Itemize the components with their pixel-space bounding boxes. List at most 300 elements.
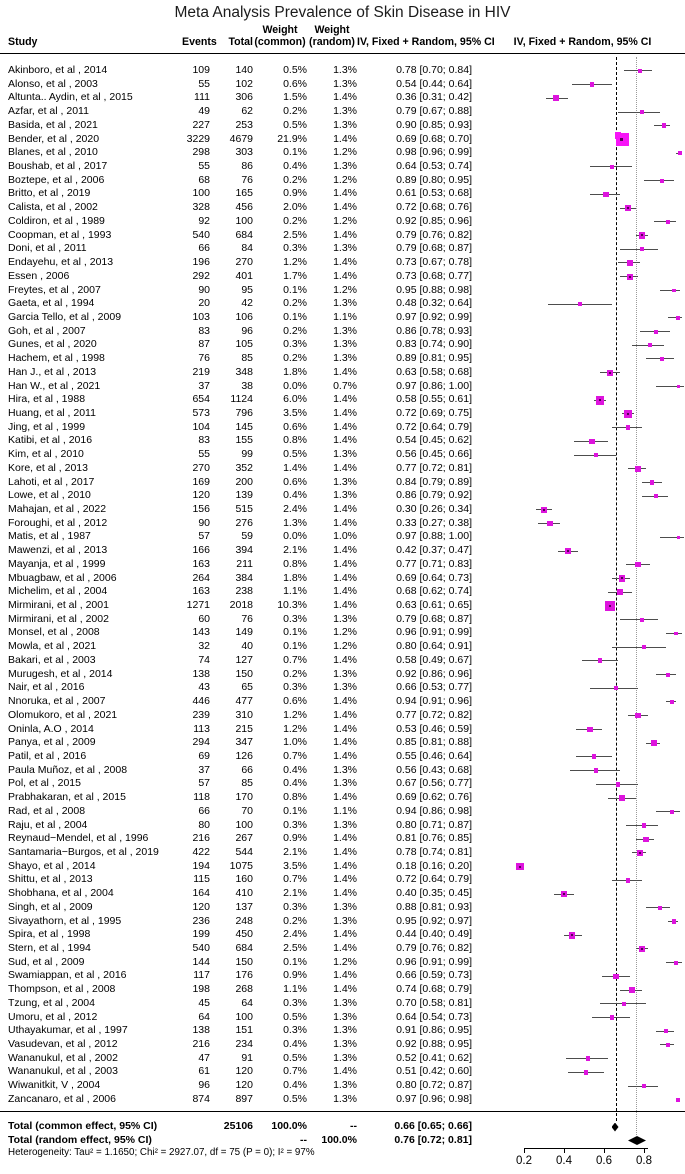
events-value: 57 xyxy=(198,777,210,790)
total-value: 165 xyxy=(235,187,253,200)
weight-random-value: 1.4% xyxy=(333,228,357,241)
events-value: 96 xyxy=(198,1079,210,1092)
ci-line xyxy=(624,70,652,71)
events-value: 540 xyxy=(192,228,210,241)
total-value: 120 xyxy=(235,1065,253,1078)
weight-random-value: 1.3% xyxy=(333,1038,357,1051)
ci-text-value: 0.72 [0.69; 0.75] xyxy=(396,406,472,419)
total-value: 303 xyxy=(235,146,253,159)
events-value: 270 xyxy=(192,461,210,474)
effect-square xyxy=(625,205,631,211)
study-name: Uthayakumar, et al , 1997 xyxy=(8,1024,128,1037)
table-row xyxy=(0,805,477,819)
events-value: 43 xyxy=(198,681,210,694)
col-header-weight-common: Weight (common) xyxy=(254,24,306,48)
events-value: 446 xyxy=(192,695,210,708)
weight-random-value: 1.4% xyxy=(333,132,357,145)
ci-text-value: 0.52 [0.41; 0.62] xyxy=(396,1051,472,1064)
ci-text-value: 0.96 [0.91; 0.99] xyxy=(396,626,472,639)
table-row xyxy=(0,1093,477,1107)
ci-text-value: 0.83 [0.74; 0.90] xyxy=(396,338,472,351)
effect-square xyxy=(587,727,593,733)
weight-common-value: 0.2% xyxy=(283,352,307,365)
total-value: 150 xyxy=(235,667,253,680)
study-name: Mawenzi, et al , 2013 xyxy=(8,544,108,557)
weight-random-value: 1.1% xyxy=(333,310,357,323)
weight-random-value: 1.3% xyxy=(333,1051,357,1064)
weight-common-value: 0.4% xyxy=(283,1038,307,1051)
events-value: 216 xyxy=(192,1038,210,1051)
ci-text-value: 0.81 [0.76; 0.85] xyxy=(396,832,472,845)
ci-text-value: 0.61 [0.53; 0.68] xyxy=(396,187,472,200)
table-row xyxy=(0,599,477,613)
events-value: 328 xyxy=(192,201,210,214)
table-row xyxy=(0,832,477,846)
weight-random-value: 1.4% xyxy=(333,749,357,762)
total-value: 76 xyxy=(241,173,253,186)
weight-random-value: 1.4% xyxy=(333,887,357,900)
weight-common-value: 0.5% xyxy=(283,1092,307,1105)
ci-text-value: 0.77 [0.72; 0.82] xyxy=(396,708,472,721)
effect-square xyxy=(648,343,652,347)
table-row xyxy=(0,654,477,668)
ci-line xyxy=(576,729,602,730)
ci-text-value: 0.54 [0.44; 0.64] xyxy=(396,77,472,90)
weight-random-value: 1.3% xyxy=(333,612,357,625)
effect-square xyxy=(626,425,631,430)
weight-random-value: 1.4% xyxy=(333,406,357,419)
events-value: 90 xyxy=(198,516,210,529)
table-row xyxy=(0,489,477,503)
ci-text-value: 0.56 [0.43; 0.68] xyxy=(396,763,472,776)
weight-random-value: 1.3% xyxy=(333,324,357,337)
weight-random-value: 1.4% xyxy=(333,969,357,982)
study-name: Mirmirani, et al , 2001 xyxy=(8,599,109,612)
ci-line xyxy=(618,112,660,113)
study-name: Kim, et al , 2010 xyxy=(8,448,84,461)
effect-square xyxy=(670,810,674,814)
effect-square xyxy=(635,466,641,472)
effect-square xyxy=(629,987,634,992)
total-value: 120 xyxy=(235,1079,253,1092)
study-name: Mirmirani, et al , 2002 xyxy=(8,612,109,625)
total-value: 100 xyxy=(235,818,253,831)
weight-random-value: 1.2% xyxy=(333,173,357,186)
total-value: 64 xyxy=(241,996,253,1009)
effect-square xyxy=(642,645,646,649)
weight-random-value: 1.2% xyxy=(333,955,357,968)
effect-square-center xyxy=(627,207,629,209)
ci-text-value: 0.58 [0.49; 0.67] xyxy=(396,653,472,666)
events-value: 20 xyxy=(198,297,210,310)
weight-common-value: 0.2% xyxy=(283,105,307,118)
table-row xyxy=(0,640,477,654)
study-name: Kore, et al , 2013 xyxy=(8,461,88,474)
table-row xyxy=(0,1079,477,1093)
effect-square-center xyxy=(620,138,623,141)
study-name: Singh, et al , 2009 xyxy=(8,900,93,913)
weight-common-value: 2.0% xyxy=(283,201,307,214)
total-value: 450 xyxy=(235,928,253,941)
weight-random-value: 1.4% xyxy=(333,791,357,804)
events-value: 80 xyxy=(198,818,210,831)
total-value: 310 xyxy=(235,708,253,721)
weight-random-value: 1.3% xyxy=(333,900,357,913)
weight-random-value: 1.3% xyxy=(333,1079,357,1092)
total-value: 84 xyxy=(241,242,253,255)
events-value: 143 xyxy=(192,626,210,639)
ci-line xyxy=(642,482,662,483)
events-value: 1271 xyxy=(186,599,210,612)
effect-square xyxy=(619,575,625,581)
events-value: 55 xyxy=(198,77,210,90)
table-row xyxy=(0,558,477,572)
effect-square xyxy=(640,247,644,251)
ci-text-value: 0.67 [0.56; 0.77] xyxy=(396,777,472,790)
col-header-events: Events xyxy=(182,36,217,48)
effect-square xyxy=(666,220,670,224)
weight-random-value: 1.2% xyxy=(333,640,357,653)
x-axis-tick xyxy=(524,1148,525,1153)
effect-square-center xyxy=(609,605,611,607)
weight-common-value: 2.1% xyxy=(283,544,307,557)
total-value: 253 xyxy=(235,118,253,131)
ci-text-value: 0.63 [0.61; 0.65] xyxy=(396,599,472,612)
study-name: Foroughi, et al , 2012 xyxy=(8,516,108,529)
weight-random-value: 1.4% xyxy=(333,393,357,406)
ci-text-value: 0.55 [0.46; 0.64] xyxy=(396,749,472,762)
total-value: 65 xyxy=(241,681,253,694)
ci-line xyxy=(536,509,552,510)
totals-section xyxy=(0,1120,477,1147)
total-value: 897 xyxy=(235,1092,253,1105)
total-value: 394 xyxy=(235,544,253,557)
events-value: 874 xyxy=(192,1092,210,1105)
weight-common-value: 0.1% xyxy=(283,283,307,296)
weight-common-value: 0.3% xyxy=(283,242,307,255)
effect-square xyxy=(627,274,633,280)
weight-common-value: 0.1% xyxy=(283,955,307,968)
weight-common-value: 0.3% xyxy=(283,818,307,831)
weight-random-value: 1.3% xyxy=(333,681,357,694)
weight-common-value: 0.0% xyxy=(283,379,307,392)
effect-square xyxy=(590,82,595,87)
study-name: Patil, et al , 2016 xyxy=(8,749,87,762)
weight-random-value: 1.4% xyxy=(333,544,357,557)
events-value: 113 xyxy=(193,722,210,735)
ci-line xyxy=(620,249,658,250)
total-common-ci: 0.66 [0.65; 0.66] xyxy=(394,1120,472,1132)
weight-random-value: 0.7% xyxy=(333,379,357,392)
total-value: 238 xyxy=(235,585,253,598)
events-value: 83 xyxy=(198,324,210,337)
weight-common-value: 1.4% xyxy=(283,461,307,474)
x-axis-tick xyxy=(604,1148,605,1153)
col-header-study: Study xyxy=(8,36,38,48)
events-value: 117 xyxy=(193,969,210,982)
total-value: 515 xyxy=(235,503,253,515)
ci-line xyxy=(668,317,682,318)
ci-line xyxy=(538,523,560,524)
total-value: 4679 xyxy=(229,132,253,145)
weight-random-value: 1.4% xyxy=(333,201,357,214)
ci-line xyxy=(602,976,630,977)
study-name: Monsel, et al , 2008 xyxy=(8,626,100,639)
ci-line xyxy=(612,578,630,579)
weight-common-value: 0.4% xyxy=(283,763,307,776)
events-value: 104 xyxy=(192,420,210,433)
weight-random-value: 1.3% xyxy=(333,1092,357,1105)
effect-square xyxy=(607,370,613,376)
effect-square xyxy=(654,494,658,498)
events-value: 164 xyxy=(192,887,210,900)
ci-line xyxy=(646,358,674,359)
study-name: Bakari, et al , 2003 xyxy=(8,653,96,666)
total-random-row xyxy=(0,1134,477,1148)
ci-line xyxy=(666,701,676,702)
weight-common-value: 0.9% xyxy=(283,832,307,845)
weight-common-value: 0.1% xyxy=(283,640,307,653)
total-value: 150 xyxy=(235,955,253,968)
study-name: Alonso, et al , 2003 xyxy=(8,77,98,90)
study-name: Tzung, et al , 2004 xyxy=(8,996,95,1009)
ci-text-value: 0.64 [0.54; 0.73] xyxy=(396,1010,472,1023)
total-value: 410 xyxy=(235,887,253,900)
total-value: 268 xyxy=(235,983,253,996)
study-name: Britto, et al , 2019 xyxy=(8,187,91,200)
study-name: Mowla, et al , 2021 xyxy=(8,640,97,653)
events-value: 654 xyxy=(192,393,210,406)
weight-random-value: 1.2% xyxy=(333,146,357,159)
weight-common-value: 1.3% xyxy=(283,516,307,529)
events-value: 199 xyxy=(192,928,210,941)
effect-square xyxy=(613,974,618,979)
x-axis-line xyxy=(524,1148,648,1149)
ci-line xyxy=(576,756,612,757)
events-value: 292 xyxy=(192,269,210,282)
total-value: 127 xyxy=(235,653,253,666)
total-value: 100 xyxy=(235,214,253,227)
study-name: Swamiappan, et al , 2016 xyxy=(8,969,127,982)
ci-text-value: 0.97 [0.92; 0.99] xyxy=(396,310,472,323)
weight-common-value: 3.5% xyxy=(283,406,307,419)
total-common-label: Total (common effect, 95% CI) xyxy=(8,1120,158,1132)
total-common-wr: -- xyxy=(350,1120,357,1132)
ci-line xyxy=(606,605,614,606)
weight-random-value: 1.2% xyxy=(333,626,357,639)
ci-line xyxy=(608,592,632,593)
effect-square xyxy=(677,536,680,539)
weight-common-value: 3.5% xyxy=(283,859,307,872)
events-value: 156 xyxy=(192,503,210,515)
effect-square xyxy=(619,795,624,800)
weight-common-value: 0.3% xyxy=(283,681,307,694)
weight-random-value: 1.4% xyxy=(333,832,357,845)
total-value: 91 xyxy=(241,1051,253,1064)
effect-square xyxy=(660,179,664,183)
ci-text-value: 0.97 [0.88; 1.00] xyxy=(396,530,472,543)
x-axis-tick-label: 0.8 xyxy=(636,1155,652,1167)
weight-common-value: 2.4% xyxy=(283,503,307,515)
total-common-wc: 100.0% xyxy=(271,1120,307,1132)
events-value: 87 xyxy=(198,338,210,351)
ci-line xyxy=(620,619,658,620)
effect-square xyxy=(635,562,640,567)
weight-common-value: 0.5% xyxy=(283,64,307,76)
weight-common-value: 0.3% xyxy=(283,338,307,351)
study-name: Thompson, et al , 2008 xyxy=(8,983,116,996)
ci-line xyxy=(656,811,680,812)
events-value: 219 xyxy=(192,365,210,378)
effect-square xyxy=(615,132,629,146)
ci-text-value: 0.33 [0.27; 0.38] xyxy=(396,516,472,529)
ci-text-value: 0.73 [0.67; 0.78] xyxy=(396,256,472,269)
events-value: 49 xyxy=(198,105,210,118)
events-value: 66 xyxy=(198,242,210,255)
effect-square xyxy=(603,192,608,197)
total-random-wc: -- xyxy=(300,1133,307,1146)
ci-text-value: 0.78 [0.74; 0.81] xyxy=(396,845,472,858)
weight-random-value: 1.4% xyxy=(333,873,357,886)
total-value: 42 xyxy=(241,297,253,310)
total-value: 477 xyxy=(235,695,253,708)
study-name: Katibi, et al , 2016 xyxy=(8,434,93,447)
events-value: 138 xyxy=(192,667,210,680)
weight-common-value: 0.3% xyxy=(283,900,307,913)
total-value: 102 xyxy=(235,77,253,90)
study-name: Mayanja, et al , 1999 xyxy=(8,557,106,570)
study-name: Hira, et al , 1988 xyxy=(8,393,86,406)
study-name: Garcia Tello, et al , 2009 xyxy=(8,310,122,323)
total-value: 149 xyxy=(235,626,253,639)
study-name: Nnoruka, et al , 2007 xyxy=(8,695,106,708)
ci-text-value: 0.68 [0.62; 0.74] xyxy=(396,585,472,598)
weight-random-value: 1.4% xyxy=(333,845,357,858)
weight-random-value: 1.4% xyxy=(333,722,357,735)
study-name: Coopman, et al , 1993 xyxy=(8,228,112,241)
study-name: Zancanaro, et al , 2006 xyxy=(8,1092,116,1105)
effect-square-center xyxy=(639,852,641,854)
ci-line xyxy=(656,386,684,387)
ci-text-value: 0.74 [0.68; 0.79] xyxy=(396,983,472,996)
ci-text-value: 0.94 [0.91; 0.96] xyxy=(396,695,472,708)
total-value: 352 xyxy=(235,461,253,474)
weight-random-value: 1.4% xyxy=(333,516,357,529)
events-value: 422 xyxy=(192,845,210,858)
ci-line xyxy=(596,784,638,785)
random-effect-diamond xyxy=(628,1136,646,1145)
study-name: Umoru, et al , 2012 xyxy=(8,1010,98,1023)
effect-square xyxy=(592,754,597,759)
effect-square xyxy=(610,1015,615,1020)
weight-common-value: 0.8% xyxy=(283,434,307,447)
table-row xyxy=(0,777,477,791)
study-name: Calista, et al , 2002 xyxy=(8,201,98,214)
events-value: 90 xyxy=(198,283,210,296)
weight-common-value: 21.9% xyxy=(277,132,307,145)
events-value: 103 xyxy=(192,310,210,323)
ci-line xyxy=(632,345,664,346)
study-name: Basida, et al , 2021 xyxy=(8,118,98,131)
table-row xyxy=(0,352,477,366)
effect-square-crosshair xyxy=(621,132,635,133)
table-row xyxy=(0,160,477,174)
events-value: 169 xyxy=(192,475,210,488)
total-value: 270 xyxy=(235,256,253,269)
total-random-ci: 0.76 [0.72; 0.81] xyxy=(394,1133,472,1146)
ci-line xyxy=(554,894,574,895)
total-value: 347 xyxy=(235,736,253,749)
effect-square xyxy=(639,946,646,953)
effect-square xyxy=(640,110,644,114)
ci-line xyxy=(546,98,568,99)
weight-random-value: 1.4% xyxy=(333,571,357,584)
events-value: 540 xyxy=(192,942,210,954)
ci-line xyxy=(592,1017,630,1018)
weight-common-value: 0.8% xyxy=(283,791,307,804)
table-row xyxy=(0,133,477,147)
study-name: Prabhakaran, et al , 2015 xyxy=(8,791,126,804)
table-column-headers xyxy=(0,24,495,48)
ci-text-value: 0.97 [0.96; 0.98] xyxy=(396,1092,472,1105)
total-value: 85 xyxy=(241,777,253,790)
table-row xyxy=(0,928,477,942)
x-axis-tick-label: 0.4 xyxy=(556,1155,572,1167)
col-header-ci-text: IV, Fixed + Random, 95% CI xyxy=(357,36,495,48)
ci-line xyxy=(612,427,642,428)
weight-random-value: 1.3% xyxy=(333,996,357,1009)
study-name: Mbuagbaw, et al , 2006 xyxy=(8,571,117,584)
effect-square xyxy=(638,69,643,74)
ci-text-value: 0.88 [0.81; 0.93] xyxy=(396,900,472,913)
weight-random-value: 1.3% xyxy=(333,1010,357,1023)
table-row xyxy=(0,270,477,284)
table-row xyxy=(0,338,477,352)
events-value: 60 xyxy=(198,612,210,625)
ci-text-value: 0.98 [0.96; 0.99] xyxy=(396,146,472,159)
effect-square xyxy=(678,151,682,155)
ci-text-value: 0.79 [0.68; 0.87] xyxy=(396,242,472,255)
effect-square xyxy=(605,601,616,612)
study-name: Matis, et al , 1987 xyxy=(8,530,91,543)
total-value: 62 xyxy=(241,105,253,118)
events-value: 100 xyxy=(192,187,210,200)
weight-random-value: 1.4% xyxy=(333,461,357,474)
effect-square xyxy=(674,632,678,636)
table-row xyxy=(0,1024,477,1038)
events-value: 227 xyxy=(192,118,210,131)
events-value: 236 xyxy=(192,914,210,927)
ci-line xyxy=(640,331,670,332)
weight-common-value: 0.4% xyxy=(283,1079,307,1092)
ci-text-value: 0.86 [0.78; 0.93] xyxy=(396,324,472,337)
study-name: Akinboro, et al , 2014 xyxy=(8,64,108,76)
events-value: 239 xyxy=(192,708,210,721)
total-value: 96 xyxy=(241,324,253,337)
events-value: 163 xyxy=(192,585,210,598)
weight-random-value: 1.3% xyxy=(333,64,357,76)
ci-text-value: 0.97 [0.86; 1.00] xyxy=(396,379,472,392)
weight-random-value: 1.0% xyxy=(333,530,357,543)
events-value: 55 xyxy=(198,160,210,173)
study-name: Huang, et al , 2011 xyxy=(8,406,96,419)
ci-text-value: 0.56 [0.45; 0.66] xyxy=(396,448,472,461)
table-row xyxy=(0,476,477,490)
events-value: 111 xyxy=(194,91,210,104)
events-value: 298 xyxy=(192,146,210,159)
ci-line xyxy=(668,921,678,922)
table-row xyxy=(0,819,477,833)
